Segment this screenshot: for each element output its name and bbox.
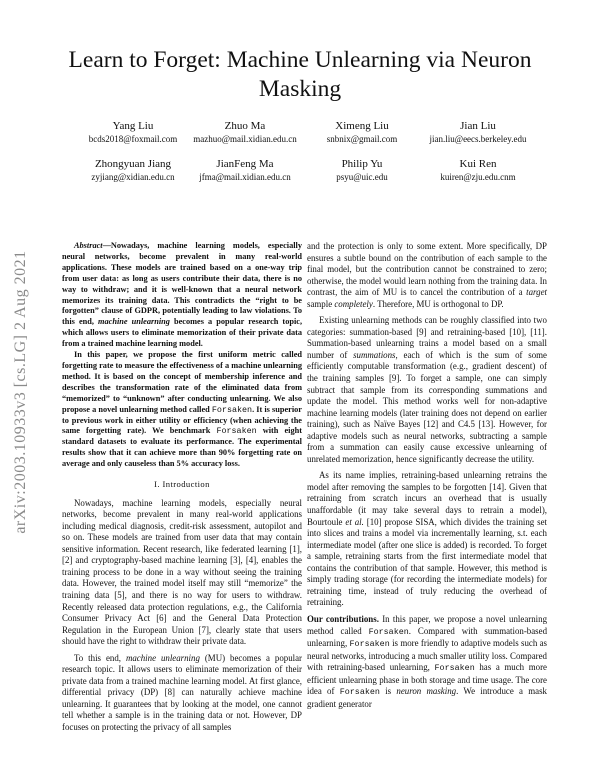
author-name: Jian Liu (460, 120, 496, 132)
author-email: mazhuo@mail.xidian.edu.cn (193, 134, 297, 144)
paragraph-lead: Our contributions. (307, 613, 379, 624)
author-name: Zhongyuan Jiang (94, 158, 172, 170)
author-email: snbnix@gmail.com (326, 134, 398, 144)
author-name: Kui Ren (459, 158, 497, 170)
body-paragraph: To this end, machine unlearning (MU) becomes a popular research topic. It allows users to eliminate memorization of their private data from a trained machine learning model. At first glance, differential privacy (DP) [8] can naturally achieve machine unlearning. It guarantees that by looking at the model, one cannot tell whether a sample is in the training data or not. However, DP focuses on protecting the privacy of all samples (62, 652, 303, 732)
author-email: jian.liu@eecs.berkeley.edu (429, 134, 527, 144)
section-heading: I. Introduction (154, 479, 210, 490)
author-name: Yang Liu (112, 120, 154, 132)
method-name: Forsaken (211, 404, 253, 415)
method-name: Forsaken (368, 626, 409, 637)
arxiv-stamp-text: arXiv:2003.10933v3 [cs.LG] 2 Aug 2021 (12, 250, 29, 534)
abstract-paragraph: In this paper, we propose the first uniform metric called forgetting rate to measure the effectiveness of a machine unlearning method. It is based on the concept of membership inference and describes the transformation rate of the eliminated data from “memorized” to “unknown” after conducting unlearning. We also propose a novel unlearning method called Forsaken. It is superior to previous work in either utility or efficiency (when achieving the same forgetting rate). We benchmark Forsaken with eight standard datasets to evaluate its performance. The experimental results show that it can achieve more than 90% forgetting rate on average and only causeless than 5% accuracy loss. (62, 350, 302, 469)
right-column (307, 241, 547, 710)
abstract-label: Abstract (74, 241, 103, 250)
method-name: Forsaken (339, 687, 380, 698)
author-email: zyjiang@xidian.edu.cn (91, 172, 175, 182)
author-email: kuiren@zju.edu.cnm (440, 172, 516, 182)
author-name: Philip Yu (341, 158, 383, 170)
author-email: bcds2018@foxmail.com (88, 134, 178, 144)
paper-title: Learn to Forget: Machine Unlearning via Neuron Masking (68, 47, 532, 102)
body-paragraph: Existing unlearning methods can be roughly classified into two categories: summation-based [9] and retraining-based [10], [11]. Summation-based unlearning trains a model based on a small number of summations, each of which is the sum of some efficiently computable transformation (e.g., gradient descent) of the training samples [9]. To forget a sample, one can simply subtract that sample from its corresponding summations and update the model. This method works well for non-adaptive machine learning models (later training does not depend on earlier training), such as Naïve Bayes [12] and C4.5 [13]. However, for adaptive models such as neural networks, subtracting a sample from a summation can easily cause excessive unlearning of unrelated memorization, hence significantly decrease the utility. (307, 315, 547, 464)
author-email: psyu@uic.edu (336, 172, 388, 182)
author-block (403, 157, 553, 183)
left-column (62, 241, 302, 734)
body-paragraph: Nowadays, machine learning models, especially neural networks, become prevalent in many real-world applications including medical diagnosis, credit-risk assessment, autopilot and so on. These models are trained from user data that may contain sensitive information. Recent research, like federated learning [1], [2] and cryptography-based machine learning [3], [4], enables the training process to be done in a way without seeing the training data. However, the trained model itself may still “memorize” the training data [5], and there is no way for users to withdraw. Recently released data protection regulations, e.g., the California Consumer Privacy Act [6] and the General Data Protection Regulation in the European Union [7], clearly state that users should have the right to withdraw their private data. (62, 497, 302, 647)
method-name: Forsaken (434, 663, 475, 674)
contributions-paragraph: Our contributions. In this paper, we propose a novel unlearning method called Forsaken. Compared with summation-based unlearning, Forsaken is more friendly to adaptive models such as neural networks, introducing a much smaller utility loss. Compared with retraining-based unlearning, Forsaken has a much more efficient unlearning phase in both storage and time usage. The core idea of Forsaken is neuron masking. We introduce a mask gradient generator (307, 613, 548, 709)
author-block (403, 119, 553, 145)
method-name: Forsaken (349, 639, 390, 650)
author-name: Zhuo Ma (224, 120, 266, 132)
author-name: Ximeng Liu (335, 120, 389, 132)
body-paragraph: and the protection is only to some extent. More specifically, DP ensures a subtle bound on the contribution of each sample to the final model, but the contribution cannot be constrained to zero; otherwise, the model would learn nothing from the training data. In contrast, the aim of MU is to cancel the contribution of a target sample completely. Therefore, MU is orthogonal to DP. (307, 241, 547, 309)
body-paragraph: As its name implies, retraining-based unlearning retrains the model after removing the samples to be forgotten [14]. Given that retraining from scratch incurs an overhead that is usually unaffordable (it may take several days to retrain a model), Bourtoule et al. [10] propose SISA, which divides the training set into slices and trains a model via incrementally learning, s.t. each intermediate model (after one slice is added) is recorded. To forget a sample, retraining starts from the first intermediate model that contains the contribution of that sample. However, this method is simply trading storage (for recording the intermediate models) for retraining time, instead of truly reducing the overhead of retraining. (307, 470, 548, 608)
author-name: JianFeng Ma (216, 158, 274, 170)
abstract-paragraph: Abstract—Nowadays, machine learning models, especially neural networks, become prevalent in many real-world applications. These models are trained based on a one-way trip from user data: as long as users contribute their data, there is no way to withdraw; and it is well-known that a neural network memorizes its training data. This contradicts the “right to be forgotten” clause of GDPR, potentially leading to law violations. To this end, machine unlearning becomes a popular research topic, which allows users to eliminate memorization of their private data from a trained machine learning model. (62, 241, 303, 349)
author-email: jfma@mail.xidian.edu.cn (199, 172, 291, 182)
method-name: Forsaken (216, 426, 257, 437)
arxiv-stamp (4, 220, 38, 565)
